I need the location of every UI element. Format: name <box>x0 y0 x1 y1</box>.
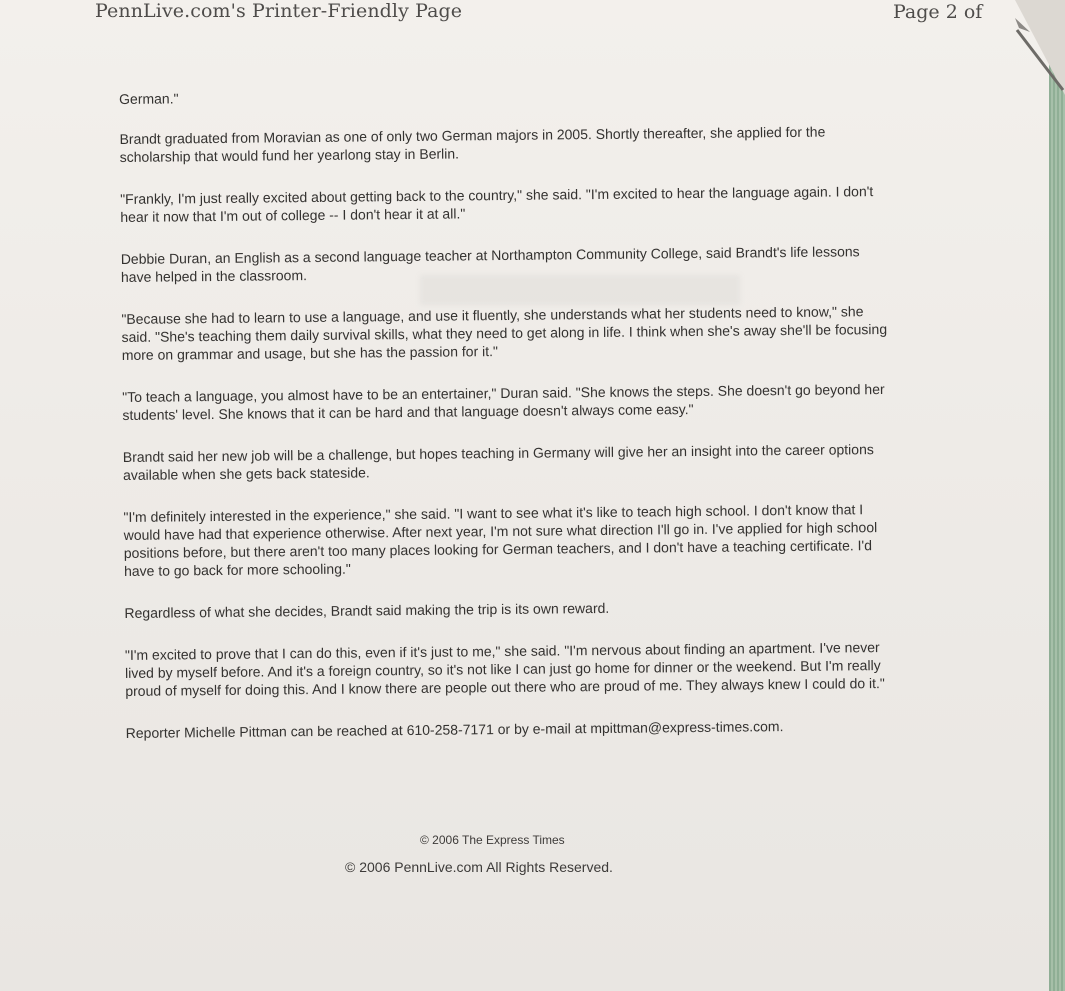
paragraph: Brandt said her new job will be a challenge, but hopes teaching in Germany will give her an insight into the career options available when she gets back stateside. <box>122 441 874 483</box>
paragraph: Debbie Duran, an English as a second language teacher at Northampton Community College, said Brandt's life lessons have helped in the classroom. <box>120 243 860 285</box>
site-title: PennLive.com's Printer-Friendly Page <box>95 0 463 22</box>
green-background-edge <box>1049 0 1065 991</box>
paragraph: "To teach a language, you almost have to be an entertainer," Duran said. "She knows the steps. She doesn't go beyond her students' level. She knows that it can be hard and that language doesn't always come easy." <box>122 380 885 423</box>
pennlive-copyright: © 2006 PennLive.com All Rights Reserved. <box>345 859 613 875</box>
page-number-label: Page 2 of <box>893 1 983 23</box>
reporter-contact: Reporter Michelle Pittman can be reached at 610-258-7171 or by e-mail at mpittman@express-times.com. <box>125 718 784 741</box>
paragraph: German." <box>119 90 179 107</box>
paragraph: "Because she had to learn to use a language, and use it fluently, she understands what her students need to know," she said. "She's teaching them daily survival skills, what they need to get along in life. I think when she's away she'll be focusing more on grammar and usage, but she has the passion for it." <box>121 303 888 363</box>
paragraph: "I'm excited to prove that I can do this, even if it's just to me," she said. "I'm nervous about finding an apartment. I've never lived by myself before. And it's a foreign country, so it's not like I can just go home for dinner or the weekend. But I'm really proud of myself for doing this. And I know there are people out there who are proud of me. They always knew I could do it." <box>124 639 885 699</box>
paragraph: Regardless of what she decides, Brandt said making the trip is its own reward. <box>124 599 610 621</box>
paragraph: "Frankly, I'm just really excited about getting back to the country," she said. "I'm excited to hear the language again. I don't hear it now that I'm out of college -- I don't hear it at all." <box>120 183 874 225</box>
article-body <box>119 82 898 766</box>
paragraph: "I'm definitely interested in the experience," she said. "I want to see what it's like to teach high school. I don't know that I would have had that experience otherwise. After next year, I'm not sure what direction I'll go in. I've applied for high school positions before, but there aren't too many places looking for German teachers, and I don't have a teaching certificate. I'd have to go back for more schooling." <box>123 501 878 579</box>
express-times-copyright: © 2006 The Express Times <box>420 833 565 847</box>
paragraph: Brandt graduated from Moravian as one of only two German majors in 2005. Shortly thereafter, she applied for the scholarship that would fund her yearlong stay in Berlin. <box>119 123 826 165</box>
